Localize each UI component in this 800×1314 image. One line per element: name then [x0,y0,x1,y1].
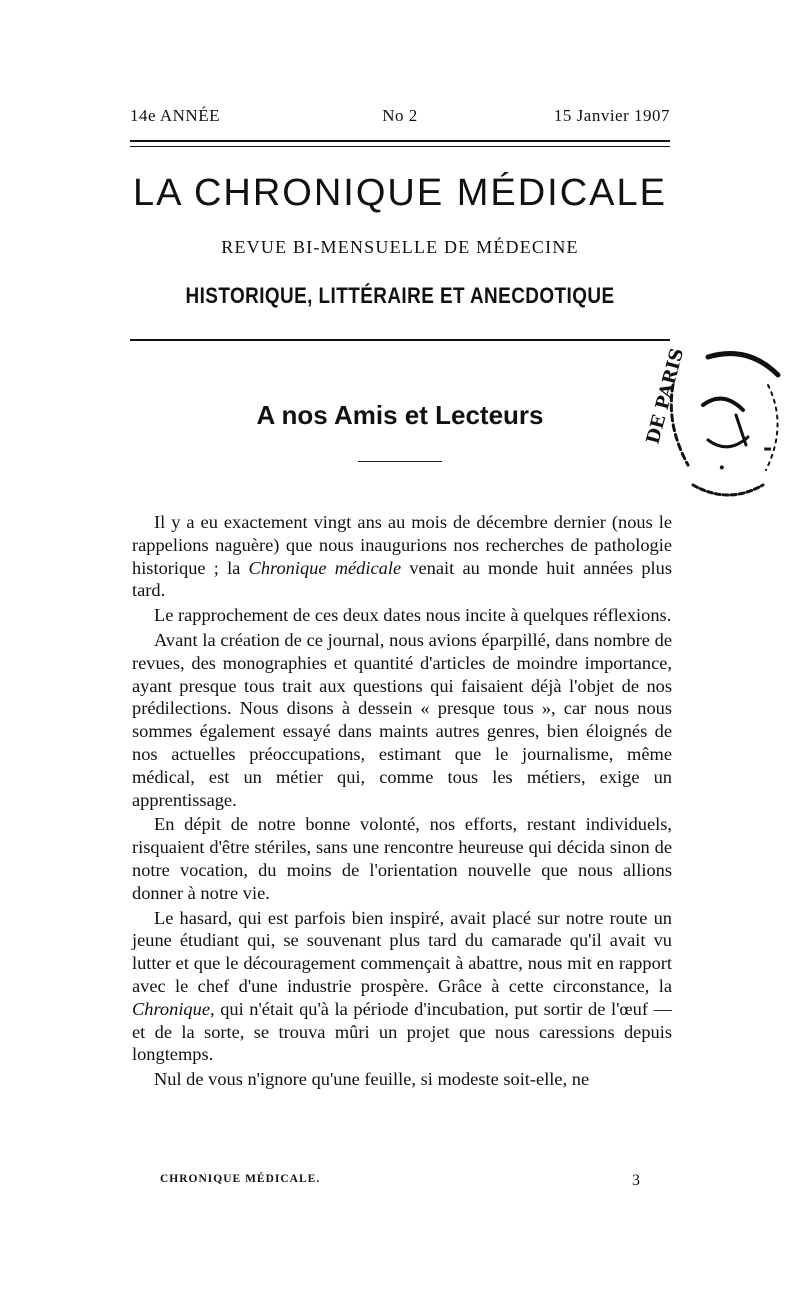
paragraph-4: En dépit de notre bonne volonté, nos efforts, restant individuels, risquaient d'être stériles, sans une rencontre heureuse qui décida sinon de notre vocation, du moins de l'orientation nouvelle que nous allions donner à notre vie. [132,814,672,903]
header-rule-bottom [130,146,670,147]
journal-subtitle-2: HISTORIQUE, LITTÉRAIRE ET ANECDOTIQUE [185,283,615,308]
paragraph-3: Avant la création de ce journal, nous avions éparpillé, dans nombre de revues, des monographies et quantité d'articles de moindre importance, ayant presque tous trait aux questions qui faisaient déjà l'objet de nos prédilections. Nous disons à dessein « presque tous », car nous nous sommes également essayé dans maints autres genres, bien éloignés de nos actuelles préoccupations, estimant que le journalisme, même médical, est un métier qui, comme tous les métiers, exige un apprentissage. [132,629,672,810]
stamp-mark-a: - [763,435,773,461]
footer-title: CHRONIQUE MÉDICALE. [160,1173,321,1185]
paragraph-5-journal-name: Chronique [132,998,210,1019]
page-footer [160,1172,640,1189]
masthead-rule [130,339,670,341]
paragraph-1-journal-name: Chronique médicale [248,557,402,578]
paragraph-1-text-b: venait au monde huit années plus tard. [132,557,672,601]
page-number: 3 [632,1172,640,1189]
paragraph-5-text-a: Le hasard, qui est parfois bien inspiré, avait placé sur notre route un jeune étudiant qui, se souvenant plus tard du camarade qu'il avait vu lutter et que le découragement commençait à abattre, nous mit en rapport avec le chef d'une industrie prospère. Grâce à cette circonstance, la [132,907,672,996]
stamp-label: DE PARIS [642,346,689,447]
journal-subtitle: REVUE BI-MENSUELLE DE MÉDECINE [221,237,579,257]
paragraph-2: Le rapprochement de ces deux dates nous incite à quelques réflexions. [154,605,672,626]
stamp-mark-b: · [718,455,726,481]
paragraph-5 [132,907,672,1067]
header-rule-top [130,140,670,142]
journal-title: LA CHRONIQUE MÉDICALE [133,172,667,214]
heading-rule [358,461,442,462]
issue-date: 15 Janvier 1907 [553,106,670,125]
issue-number: No 2 [382,106,418,125]
article-heading: A nos Amis et Lecteurs [256,400,544,430]
paragraph-1 [132,511,672,602]
article-body [132,511,672,1093]
paragraph-5-text-b: , qui n'était qu'à la période d'incubation, put sortir de l'œuf — et de la sorte, se trouva mûri un projet que nous caressions depuis longtemps. [132,998,672,1065]
paragraph-1-text-a: Il y a eu exactement vingt ans au mois de décembre dernier (nous le rappelions naguère) que nous inaugurions nos recherches de pathologie historique ; la [132,512,672,578]
paragraph-6: Nul de vous n'ignore qu'une feuille, si modeste soit-elle, ne [154,1069,590,1090]
year-label: 14e ANNÉE [130,106,220,125]
